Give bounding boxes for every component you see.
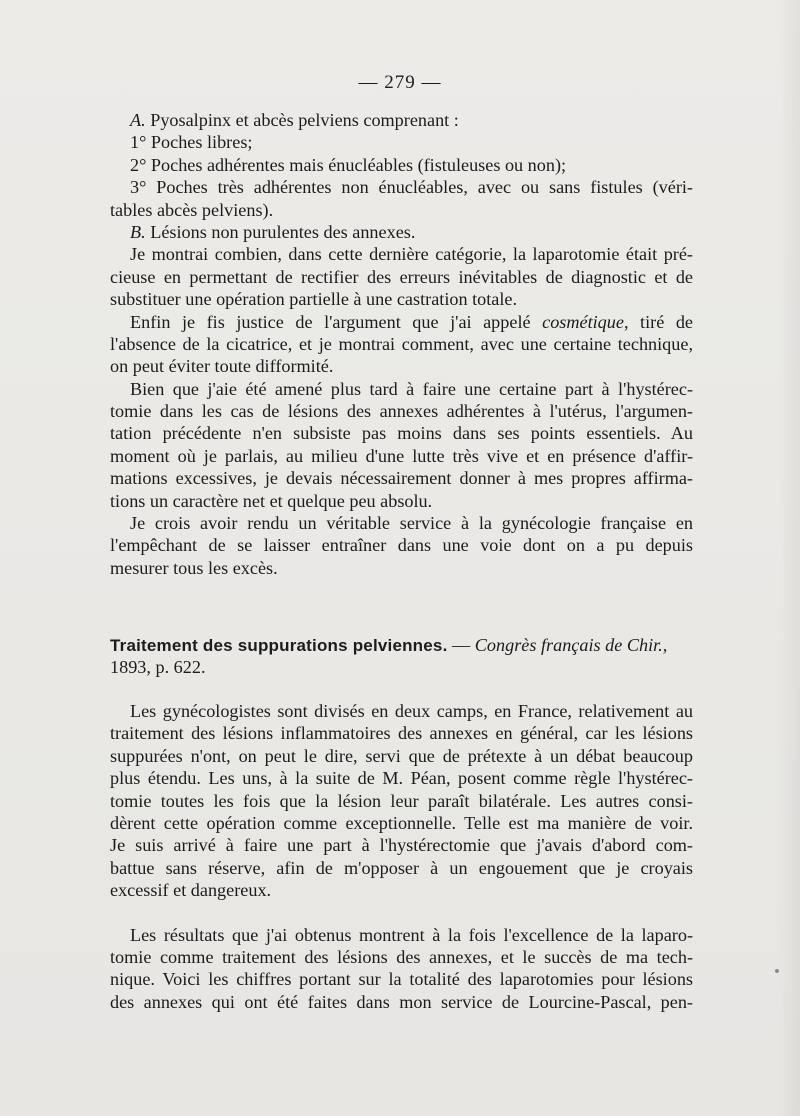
emphasis-cosmetique: cosmétique [542,311,624,332]
list-item-1: 1° Poches libres; [130,132,253,153]
paragraph-spacer [110,902,693,924]
paragraph-line: dèrent cette opération comme exceptionnelle. Telle est ma manière de voir. [110,812,693,833]
heading-source: Congrès français de Chir., [474,635,668,655]
list-label: B. [130,221,146,242]
paragraph-line: on peut éviter toute difformité. [110,356,334,377]
list-item-a [110,109,693,131]
paragraph-line: Les gynécologistes sont divisés en deux camps, en France, relativement au [130,701,693,721]
heading-line [110,634,693,656]
paragraph-line: tomie toutes les fois que la lésion leur paraît bilatérale. Les autres consi- [110,790,693,811]
paragraph-line: Les résultats que j'ai obtenus montrent à la fois l'excellence de la laparo- [130,924,693,945]
paragraph-line: Je crois avoir rendu un véritable service à la gynécologie française en [130,513,693,534]
paragraph-line: traitement des lésions inflammatoires des annexes en général, car les lésions [110,723,693,744]
section-heading [110,634,693,679]
paragraph-line: moment où je parlais, au milieu d'une lutte très vive et en présence d'affir- [110,445,693,466]
paragraph-line: Je suis arrivé à faire une part à l'hystérectomie que j'avais d'abord com- [110,835,693,856]
text-block-treatment [110,700,693,1013]
paragraph-line: Je montrai combien, dans cette dernière catégorie, la laparotomie était pré- [130,244,693,265]
paragraph-line: l'absence de la cicatrice, et je montrai comment, avec une certaine technique, [110,333,693,354]
heading-citation: 1893, p. 622. [110,657,206,678]
paragraph-line [110,311,693,333]
text-run: , tiré de [623,311,693,332]
paragraph-line: tation précédente n'en subsiste pas moins dans ses points essentiels. Au [110,423,693,444]
page-number: — 279 — [358,72,442,93]
paper-speck [775,969,779,973]
text-run: Enfin je fis justice de l'argument que j'ai appelé [130,311,543,332]
list-item-b [110,221,693,243]
paragraph-line: Bien que j'aie été amené plus tard à faire une certaine part à l'hystérec- [130,378,693,399]
paragraph-line: excessif et dangereux. [110,880,272,901]
paragraph-line: nique. Voici les chiffres portant sur la totalité des laparotomies pour lésions [110,969,693,990]
paragraph-line: cieuse en permettant de rectifier des erreurs inévitables de diagnostic et de [110,266,693,287]
list-text: Lésions non purulentes des annexes. [145,221,416,242]
paragraph-line: battue sans réserve, afin de m'opposer à un engouement que je croyais [110,857,693,878]
paragraph-line: plus étendu. Les uns, à la suite de M. Péan, posent comme règle l'hystérec- [110,768,693,789]
list-item-3-cont: tables abcès pelviens). [110,199,274,220]
paragraph-line: suppurées n'ont, on peut le dire, servi que de prétexte à un débat beaucoup [110,745,693,766]
paragraph-line: l'empêchant de se laisser entraîner dans une voie dont on a pu depuis [110,535,693,556]
list-label: A. [130,110,146,130]
paragraph-line: mesurer tous les excès. [110,557,278,578]
heading-title: Traitement des suppurations pelviennes. [110,636,448,655]
paragraph-line: des annexes qui ont été faites dans mon service de Lourcine-Pascal, pen- [110,991,693,1012]
paragraph-line: substituer une opération partielle à une castration totale. [110,289,518,310]
list-text: Pyosalpinx et abcès pelviens comprenant : [145,110,459,130]
heading-dash: — [447,635,475,655]
page-edge-shadow [778,0,800,1116]
paragraph-line: mations excessives, je devais nécessairement donner à mes propres affirma- [110,468,693,489]
paragraph-line: tomie comme traitement des lésions des annexes, et le succès de ma tech- [110,946,693,967]
paragraph-line: tions un caractère net et quelque peu absolu. [110,490,433,511]
list-item-2: 2° Poches adhérentes mais énucléables (fistuleuses ou non); [130,154,567,175]
paragraph-line: tomie dans les cas de lésions des annexes adhérentes à l'utérus, l'argumen- [110,401,693,422]
text-block-classification [110,109,693,579]
list-item-3: 3° Poches très adhérentes non énucléables, avec ou sans fistules (véri- [130,177,693,198]
